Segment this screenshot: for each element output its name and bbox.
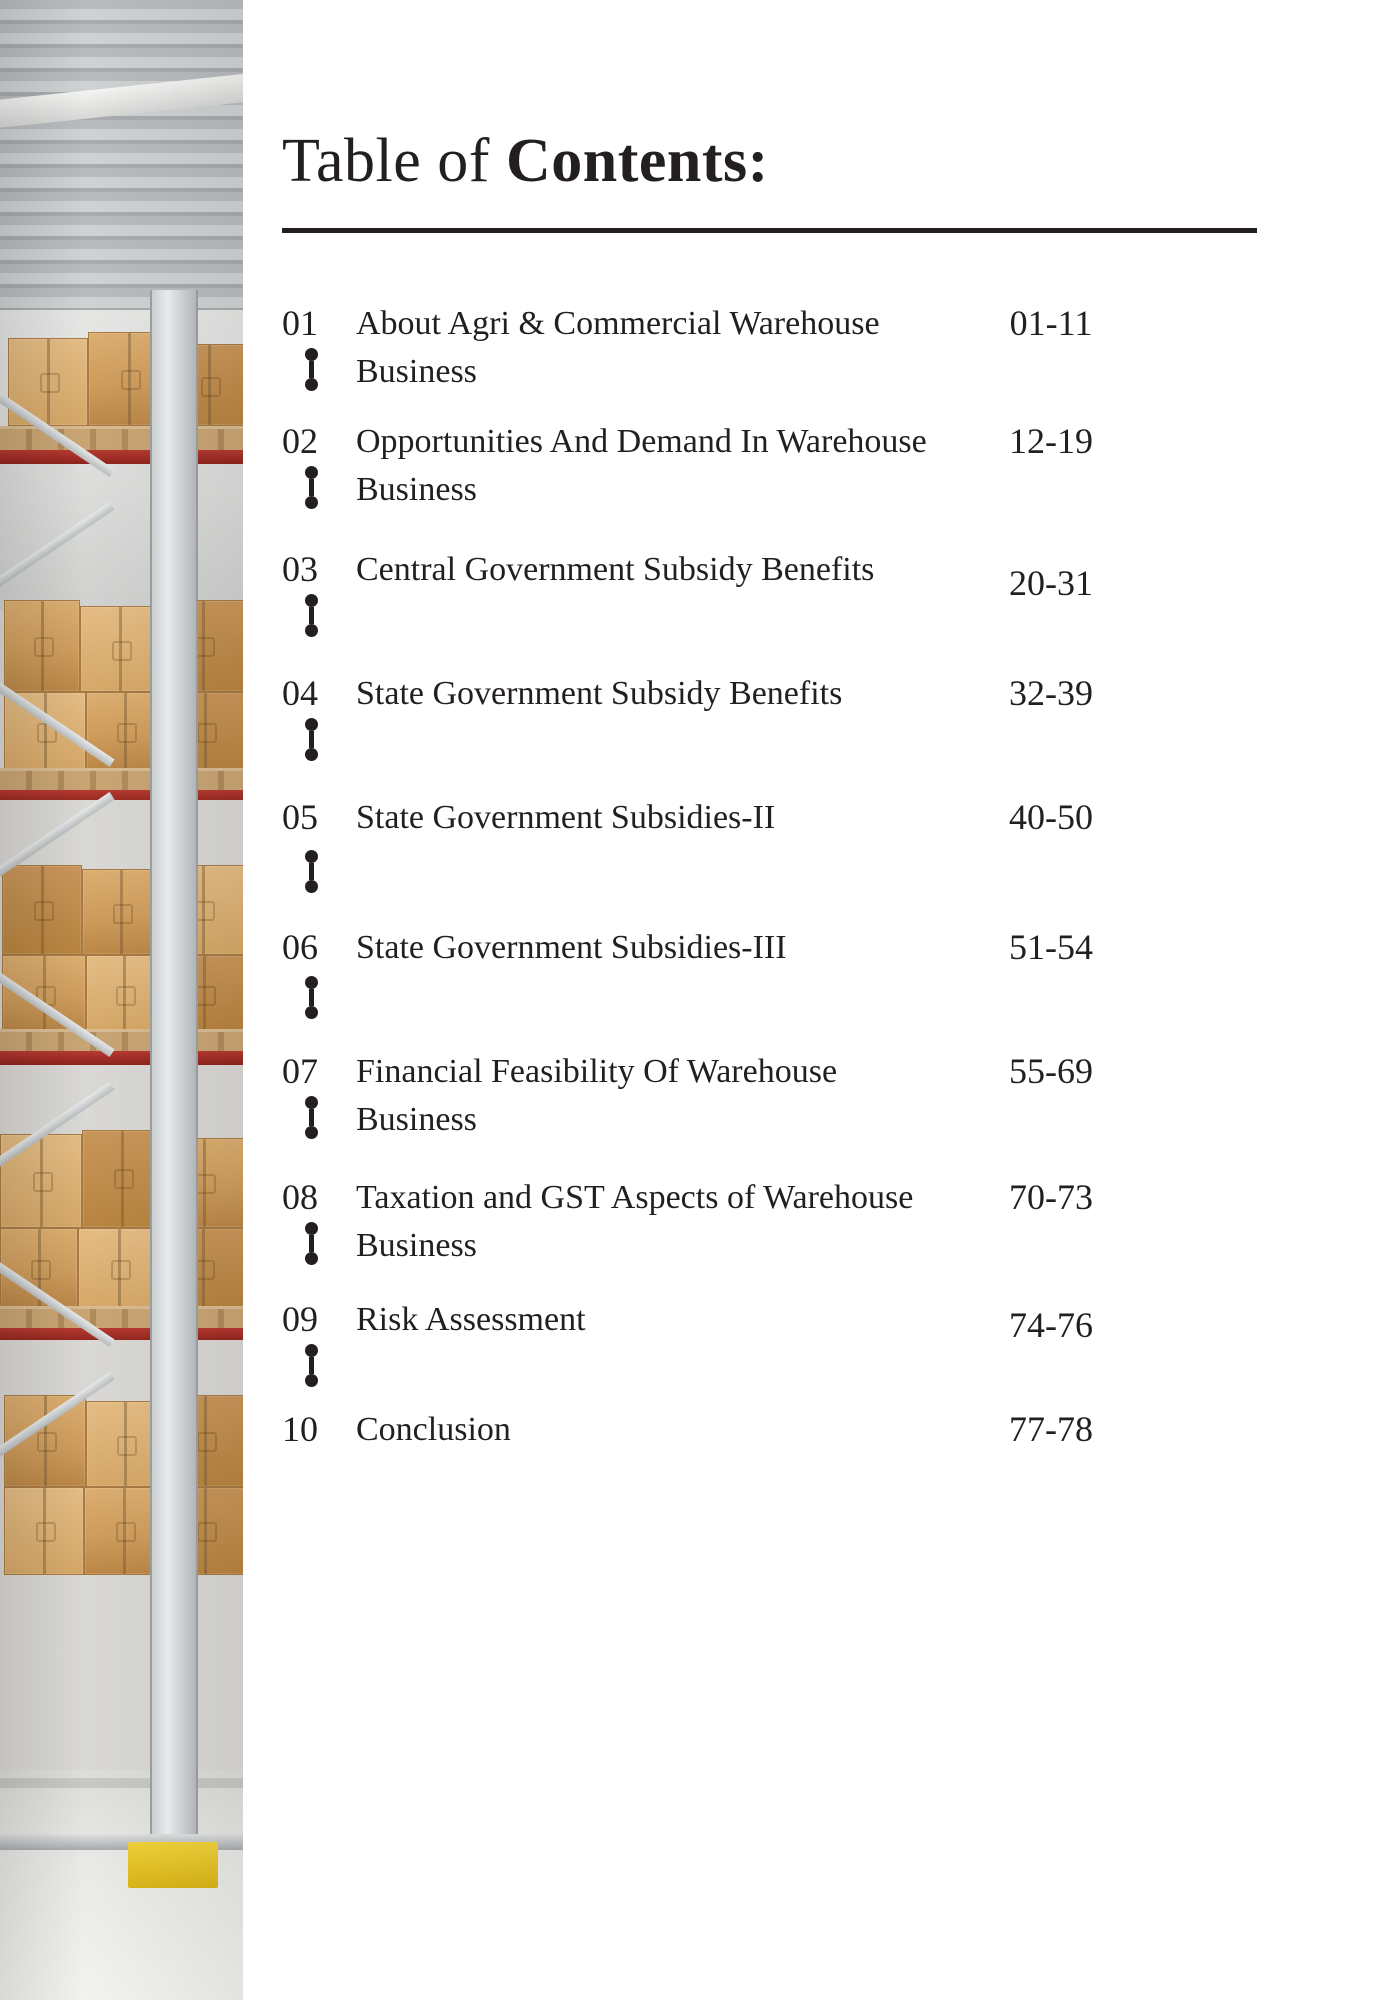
- toc-entry[interactable]: [243, 300, 1384, 418]
- toc-connector-icon: [302, 1344, 320, 1387]
- toc-label[interactable]: Central Government Subsidy Benefits: [356, 551, 875, 588]
- toc-label[interactable]: Risk Assessment: [356, 1301, 586, 1338]
- rack-upright: [150, 290, 198, 1860]
- page-title-light: Table of: [282, 127, 506, 195]
- page-title-bold: Contents:: [505, 127, 769, 195]
- rack-level-2: [0, 600, 243, 800]
- toc-connector-icon: [302, 466, 320, 509]
- toc-pages: 40-50: [1009, 797, 1093, 837]
- toc-list: [243, 300, 1384, 1496]
- toc-pages: 70-73: [1009, 1177, 1093, 1217]
- toc-number: 04: [282, 673, 318, 713]
- toc-connector-icon: [302, 1222, 320, 1265]
- toc-entry[interactable]: [243, 546, 1384, 670]
- toc-entry[interactable]: [243, 794, 1384, 924]
- toc-entry[interactable]: [243, 1174, 1384, 1296]
- toc-number: 01: [282, 303, 318, 343]
- toc-number: 08: [282, 1177, 318, 1217]
- toc-number: 09: [282, 1299, 318, 1339]
- toc-label[interactable]: Financial Feasibility Of Warehouse Business: [356, 1053, 838, 1138]
- toc-connector-icon: [302, 594, 320, 637]
- rack-level-1: [0, 330, 243, 465]
- rack-level-3: [0, 865, 243, 1065]
- page-content: [243, 0, 1384, 2000]
- toc-number: 10: [282, 1409, 318, 1449]
- toc-pages: 74-76: [1009, 1305, 1093, 1345]
- toc-entry[interactable]: [243, 418, 1384, 546]
- toc-number: 05: [282, 797, 318, 837]
- toc-label[interactable]: State Government Subsidy Benefits: [356, 675, 843, 712]
- toc-entry[interactable]: [243, 924, 1384, 1048]
- toc-label[interactable]: About Agri & Commercial Warehouse Business: [356, 305, 880, 390]
- toc-pages: 12-19: [1009, 421, 1093, 461]
- toc-entry[interactable]: [243, 1296, 1384, 1406]
- page-title: [282, 126, 769, 197]
- toc-number: 06: [282, 927, 318, 967]
- toc-entry[interactable]: [243, 1048, 1384, 1174]
- toc-pages: 51-54: [1009, 927, 1093, 967]
- title-divider: [282, 228, 1257, 233]
- toc-label[interactable]: State Government Subsidies-III: [356, 929, 787, 966]
- toc-entry[interactable]: [243, 670, 1384, 794]
- toc-connector-icon: [302, 348, 320, 391]
- toc-pages: 20-31: [1009, 563, 1093, 603]
- rack-foot-guard: [128, 1842, 218, 1888]
- toc-label[interactable]: Opportunities And Demand In Warehouse Business: [356, 423, 927, 508]
- toc-label[interactable]: Conclusion: [356, 1411, 511, 1448]
- toc-connector-icon: [302, 718, 320, 761]
- warehouse-photo-strip: [0, 0, 243, 2000]
- toc-pages: 55-69: [1009, 1051, 1093, 1091]
- toc-connector-icon: [302, 850, 320, 893]
- toc-label[interactable]: State Government Subsidies-II: [356, 799, 776, 836]
- ceiling-decor: [0, 0, 243, 330]
- toc-number: 02: [282, 421, 318, 461]
- toc-number: 07: [282, 1051, 318, 1091]
- toc-number: 03: [282, 549, 318, 589]
- toc-connector-icon: [302, 1096, 320, 1139]
- toc-pages: 01-11: [1009, 303, 1093, 343]
- rack-level-4: [0, 1130, 243, 1340]
- toc-connector-icon: [302, 976, 320, 1019]
- toc-label[interactable]: Taxation and GST Aspects of Warehouse Business: [356, 1179, 914, 1264]
- toc-pages: 32-39: [1009, 673, 1093, 713]
- toc-entry[interactable]: [243, 1406, 1384, 1496]
- toc-pages: 77-78: [1009, 1409, 1093, 1449]
